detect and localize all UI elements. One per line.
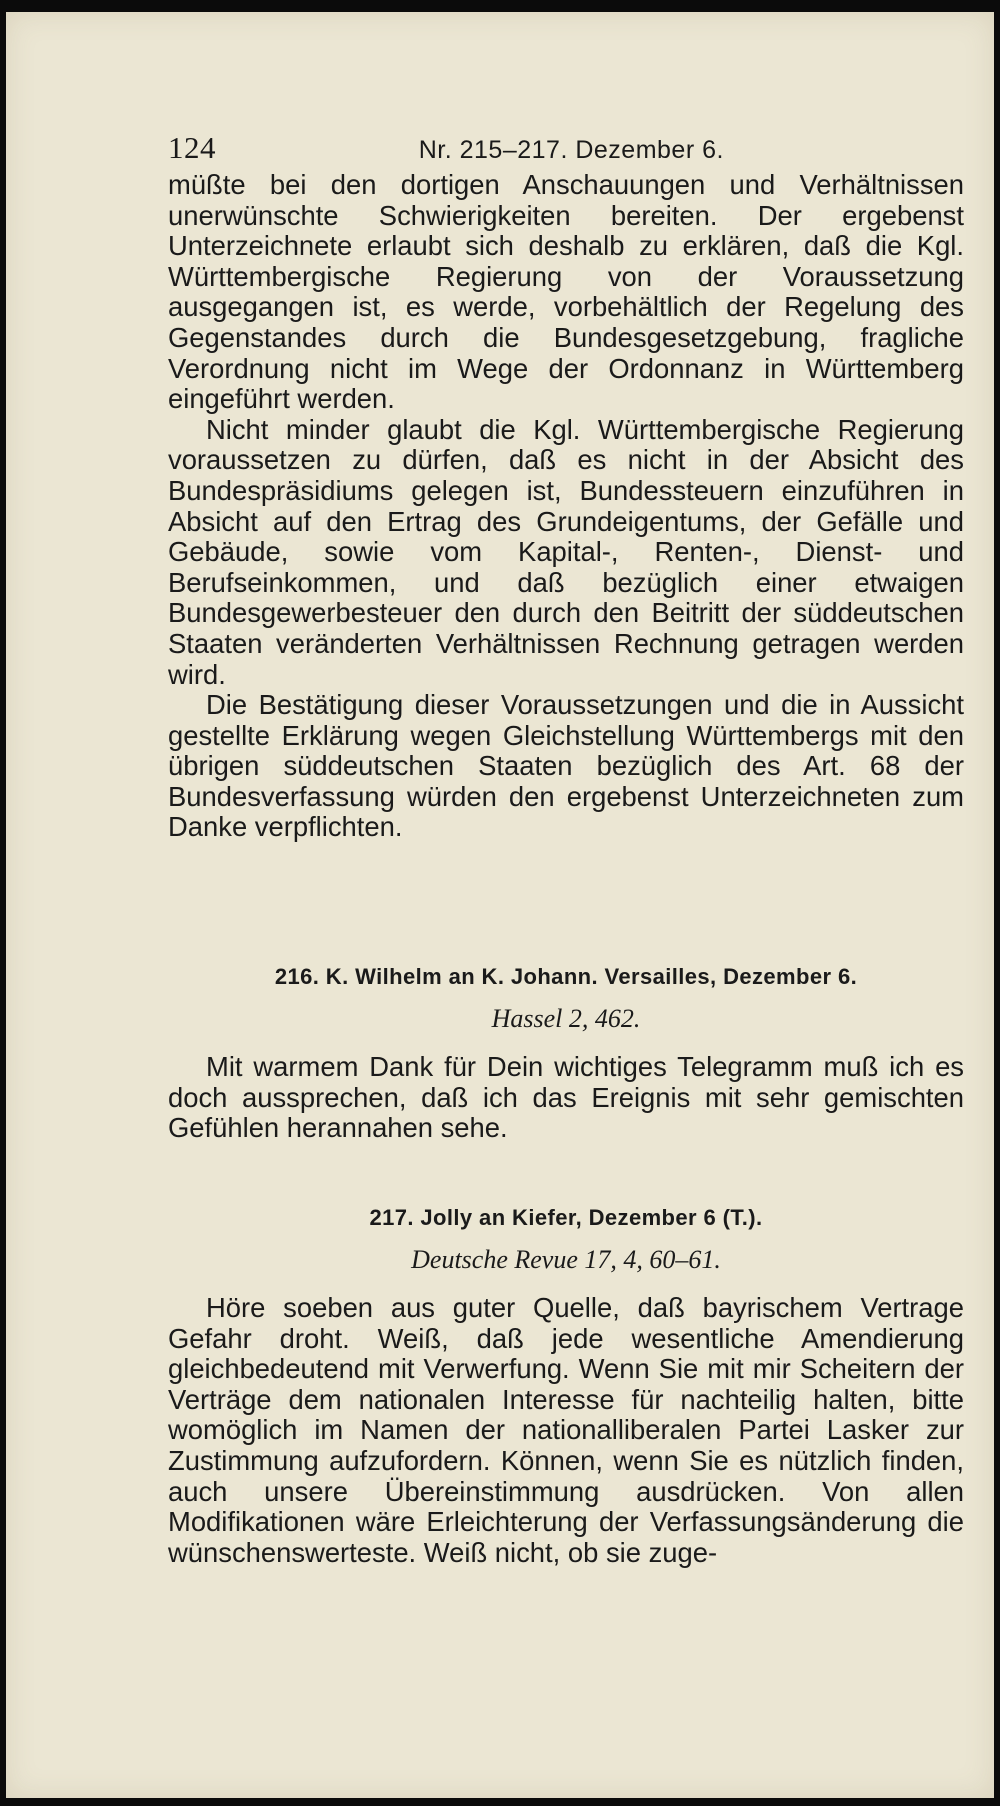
paragraph: müßte bei den dortigen Anschauungen und Verhältnissen unerwünschte Schwierigkeiten bereiten. Der ergebenst Unterzeichnete erlaubt sich deshalb zu erklären, daß die Kgl. Württembergische Regierung von der Voraussetzung ausgegangen ist, es werde, vorbehältlich der Regelung des Gegenstandes durch die Bundesgesetzgebung, fragliche Verordnung nicht im Wege der Ordonnanz in Württemberg eingeführt werden. (168, 169, 964, 415)
document-216-heading: 216. K. Wilhelm an K. Johann. Versailles, Dezember 6. (274, 964, 858, 989)
document-217-heading: 217. Jolly an Kiefer, Dezember 6 (T.). (369, 1205, 763, 1230)
paragraph: Nicht minder glaubt die Kgl. Württembergische Regierung voraussetzen zu dürfen, daß es nicht in der Absicht des Bundespräsidiums gelegen ist, Bundessteuern einzuführen in Absicht auf den Ertrag des Grundeigentums, der Gefälle und Gebäude, sowie vom Kapital-, Renten-, Dienst- und Berufseinkommen, und daß bezüglich einer etwaigen Bundesgewerbesteuer den durch den Beitritt der süddeutschen Staaten veränderten Verhältnissen Rechnung getragen werden wird. (168, 413, 964, 690)
document-216-text: Mit warmem Dank für Dein wichtiges Telegramm muß ich es doch aussprechen, daß ich das Ereignis mit sehr gemischten Gefühlen herannahen sehe. (168, 1051, 964, 1144)
page-number: 124 (168, 130, 216, 165)
continuation-text (168, 170, 964, 843)
document-217-text: Höre soeben aus guter Quelle, daß bayrischem Vertrage Gefahr droht. Weiß, daß jede wesentliche Amendierung gleichbedeutend mit Verwerfung. Wenn Sie mit mir Scheitern der Verträge dem nationalen Interesse für nachteilig halten, bitte womöglich im Namen der nationalliberalen Partei Lasker zur Zustimmung aufzufordern. Können, wenn Sie es nützlich finden, auch unsere Übereinstimmung ausdrücken. Von allen Modifikationen wäre Erleichterung der Verfassungsänderung die wünschenswerteste. Weiß nicht, ob sie zuge- (168, 1292, 964, 1568)
page-header (168, 130, 968, 166)
paragraph: Die Bestätigung dieser Voraussetzungen und die in Aussicht gestellte Erklärung wegen Gleichstellung Württembergs mit den übrigen süddeutschen Staaten bezüglich des Art. 68 der Bundesverfassung würden den ergebenst Unterzeichneten zum Danke verpflichten. (168, 689, 964, 843)
running-head: Nr. 215–217. Dezember 6. (418, 136, 724, 164)
book-page (6, 12, 994, 1798)
document-217-source: Deutsche Revue 17, 4, 60–61. (411, 1245, 721, 1274)
document-216-source: Hassel 2, 462. (491, 1004, 641, 1033)
